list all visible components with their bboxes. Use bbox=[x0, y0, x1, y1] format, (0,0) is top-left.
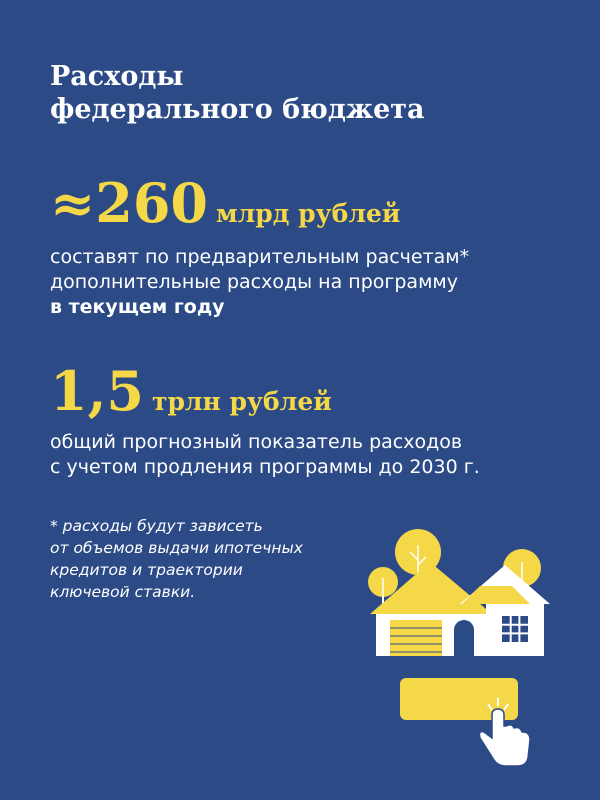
footnote bbox=[50, 515, 303, 603]
desc-line-bold: в текущем году bbox=[50, 296, 225, 318]
stat-1-description bbox=[50, 245, 570, 320]
page-title bbox=[50, 60, 425, 126]
desc-line: общий прогнозный показатель расходов bbox=[50, 431, 463, 453]
footnote-line: кредитов и траектории bbox=[50, 561, 243, 579]
footnote-line: * расходы будут зависеть bbox=[50, 517, 263, 535]
desc-line: с учетом продления программы до 2030 г. bbox=[50, 456, 480, 478]
stat-1-5-trillion bbox=[50, 358, 332, 424]
title-line-1: Расходы bbox=[50, 61, 184, 92]
title-line-2: федерального бюджета bbox=[50, 94, 425, 125]
stat-value: ≈260 bbox=[50, 171, 208, 235]
stat-2-description bbox=[50, 430, 570, 480]
house-illustration bbox=[360, 520, 560, 780]
desc-line: составят по предварительным расчетам* bbox=[50, 246, 470, 268]
footnote-line: ключевой ставки. bbox=[50, 583, 196, 601]
stat-260-billion bbox=[50, 170, 400, 236]
stat-unit: млрд рублей bbox=[215, 199, 401, 228]
stat-value: 1,5 bbox=[50, 359, 144, 423]
desc-line: дополнительные расходы на программу bbox=[50, 271, 458, 293]
footnote-line: от объемов выдачи ипотечных bbox=[50, 539, 303, 557]
stat-unit: трлн рублей bbox=[151, 387, 332, 416]
